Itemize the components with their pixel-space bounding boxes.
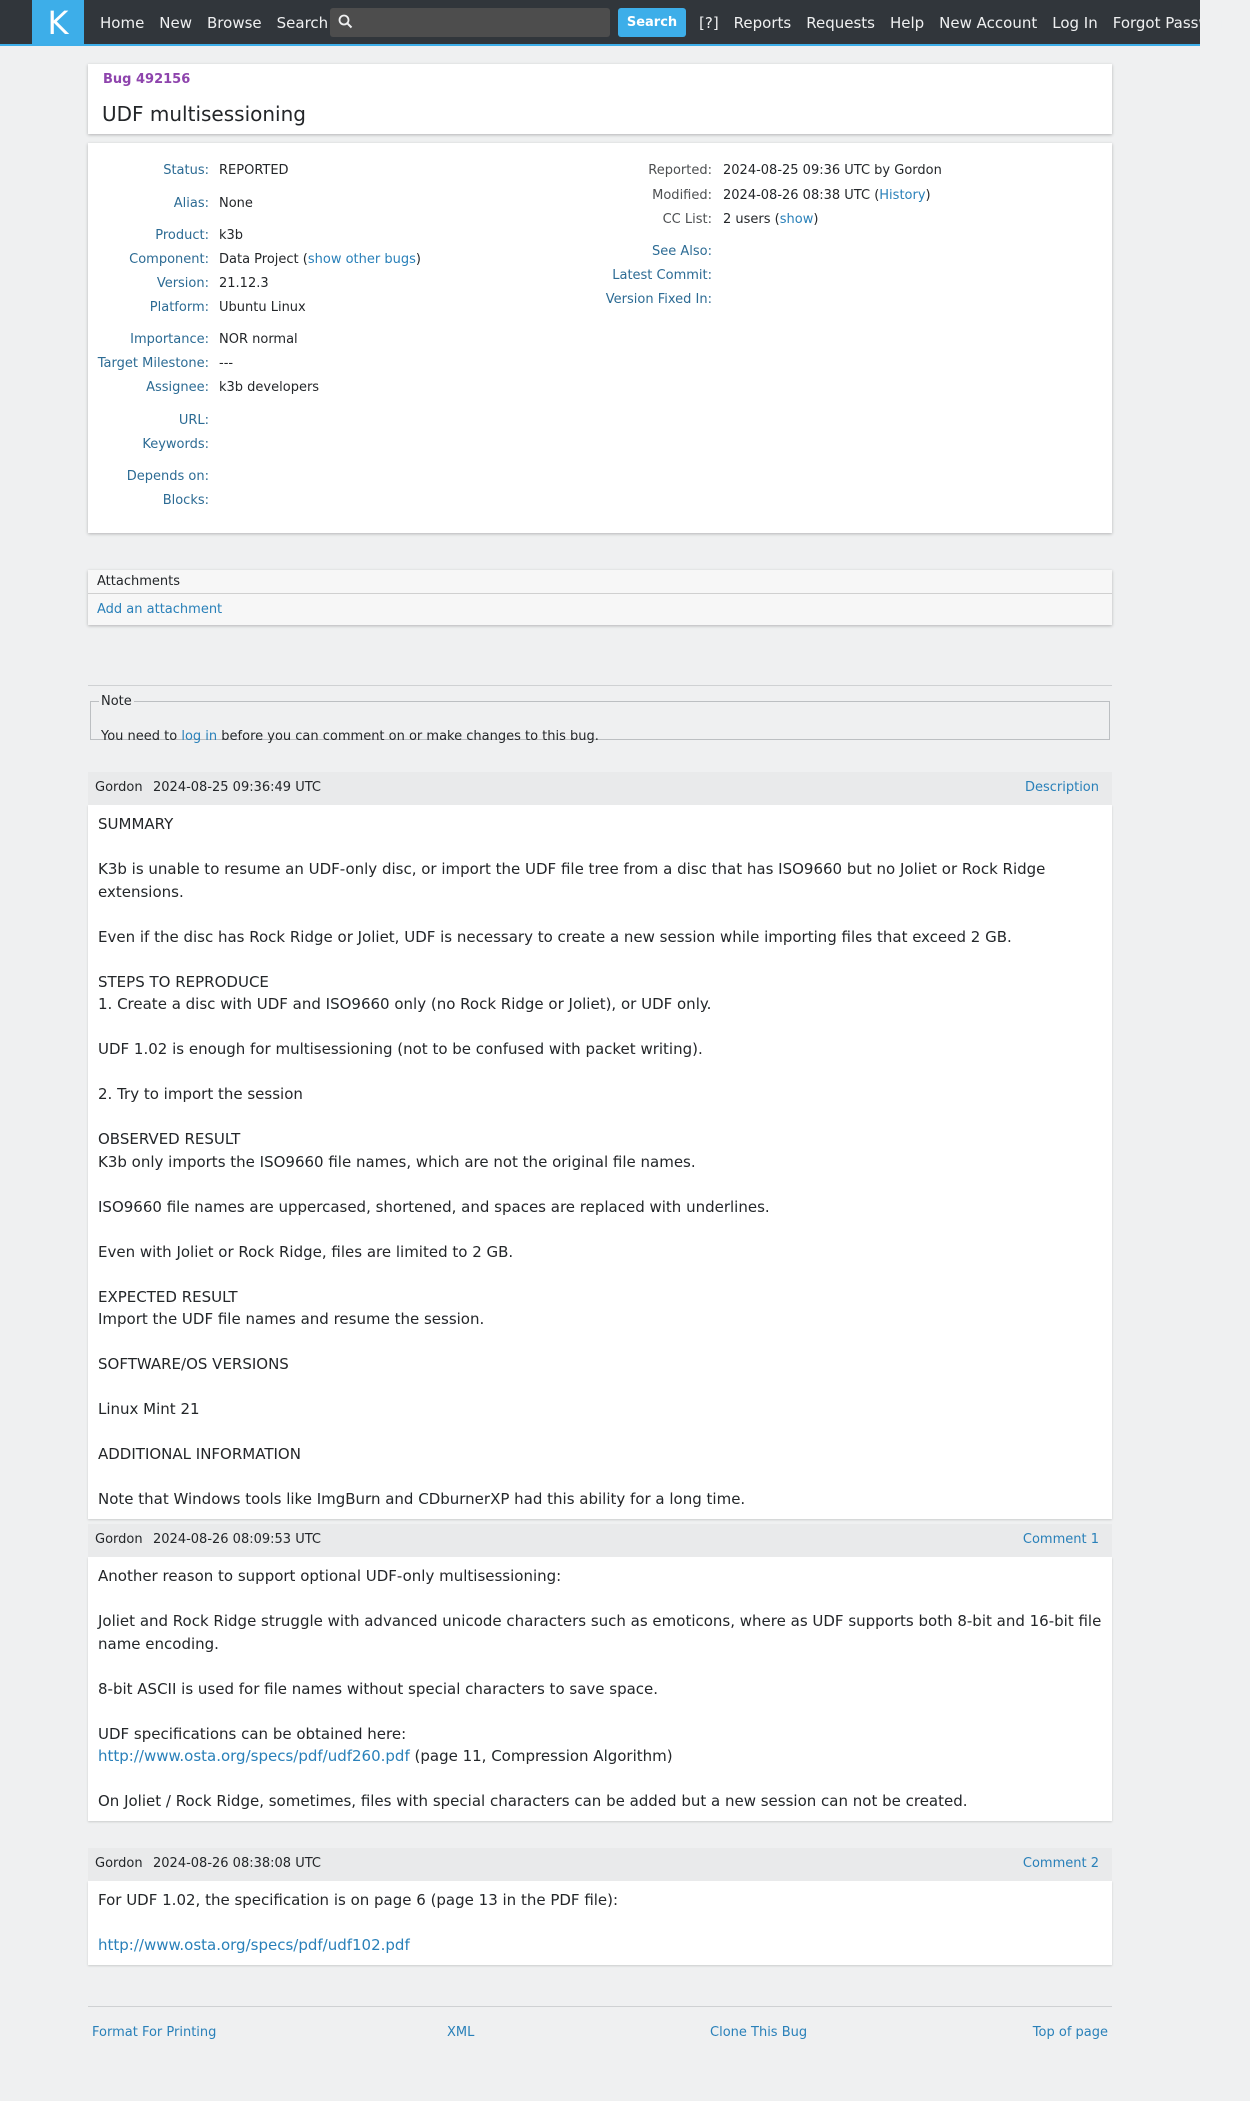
comment-body: [88, 1881, 1112, 1965]
url-suffix: (page 11, Compression Algorithm): [409, 1747, 673, 1765]
blank-line: [98, 836, 1102, 859]
nav-requests-link[interactable]: Requests: [806, 14, 875, 32]
comment-text-line: UDF specifications can be obtained here:: [98, 1724, 407, 1743]
platform-value: Ubuntu Linux: [219, 300, 306, 315]
blank-line: [98, 1768, 1102, 1791]
comment-author[interactable]: Gordon: [95, 1856, 143, 1871]
importance-value: NOR normal: [219, 332, 298, 347]
comment-body: [88, 1557, 1112, 1821]
version-fixed-in-label[interactable]: Version Fixed In:: [605, 292, 712, 307]
comment-text-line: UDF 1.02 is enough for multisessioning (not to be confused with packet writing).: [98, 1040, 703, 1058]
field-modified: [600, 188, 1100, 206]
comment-time: 2024-08-25 09:36:49 UTC: [153, 780, 321, 795]
version-value: 21.12.3: [219, 276, 269, 291]
blank-line: [98, 1173, 1102, 1196]
comment-1-link[interactable]: Comment 1: [1022, 1532, 1099, 1547]
platform-label[interactable]: Platform:: [149, 300, 209, 315]
bug-fields-card: [88, 143, 1112, 533]
comment-text-line: 8-bit ASCII is used for file names without special characters to save space.: [98, 1679, 659, 1698]
search-button[interactable]: Search: [618, 8, 686, 37]
top-navigation-bar: [0, 0, 1236, 46]
comment-text-line: K3b only imports the ISO9660 file names, which are not the original file names.: [98, 1152, 696, 1171]
history-link[interactable]: History: [879, 188, 926, 203]
cc-list-value: 2 users (show): [723, 212, 819, 227]
comment-text-line: 2. Try to import the session: [98, 1085, 303, 1103]
field-cc-list: [600, 212, 1100, 230]
blank-line: [98, 1016, 1102, 1039]
comment-text-line: SOFTWARE/OS VERSIONS: [98, 1355, 289, 1373]
comment-text-line: Import the UDF file names and resume the session.: [98, 1310, 485, 1328]
field-latest-commit: [600, 268, 1100, 286]
comment-text-line: For UDF 1.02, the specification is on page 6 (page 13 in the PDF file):: [98, 1891, 619, 1909]
bug-id-link[interactable]: Bug 492156: [103, 72, 191, 87]
blank-line: [98, 1912, 1102, 1935]
blank-line: [98, 1466, 1102, 1489]
comment-text-line: Even with Joliet or Rock Ridge, files are limited to 2 GB.: [98, 1242, 514, 1261]
divider: [88, 685, 1112, 686]
alias-label[interactable]: Alias:: [173, 196, 209, 211]
nav-new-link[interactable]: New: [159, 14, 193, 32]
blocks-label[interactable]: Blocks:: [162, 493, 209, 508]
comment-time: 2024-08-26 08:38:08 UTC: [153, 1856, 321, 1871]
comment-time: 2024-08-26 08:09:53 UTC: [153, 1532, 321, 1547]
comment-2-link[interactable]: Comment 2: [1022, 1856, 1099, 1871]
product-label[interactable]: Product:: [155, 228, 209, 243]
comment-text-line: ADDITIONAL INFORMATION: [98, 1445, 301, 1463]
bug-title: UDF multisessioning: [102, 102, 306, 126]
comment-text-line: On Joliet / Rock Ridge, sometimes, files with special characters can be added but a new session can not be created.: [98, 1792, 968, 1810]
attachments-header: Attachments: [88, 570, 1112, 594]
blank-line: [98, 903, 1102, 926]
target-milestone-label[interactable]: Target Milestone:: [97, 356, 209, 371]
clone-bug-link[interactable]: Clone This Bug: [710, 2025, 808, 2040]
keywords-label[interactable]: Keywords:: [142, 437, 209, 452]
comment-text-line: K3b is unable to resume an UDF-only disc, or import the UDF file tree from a disc that has ISO9660 but no Joliet or Rock Ridge extensions.: [98, 860, 1051, 901]
comment-url-line: [98, 1745, 1102, 1768]
blank-line: [98, 948, 1102, 971]
nav-help-link[interactable]: Help: [889, 14, 925, 32]
assignee-label[interactable]: Assignee:: [146, 380, 209, 395]
comment-text-line: Note that Windows tools like ImgBurn and CDburnerXP had this ability for a long time.: [98, 1490, 746, 1508]
latest-commit-label[interactable]: Latest Commit:: [612, 268, 712, 283]
depends-on-label[interactable]: Depends on:: [126, 469, 209, 484]
comment-author[interactable]: Gordon: [95, 1532, 143, 1547]
note-text: You need to log in before you can comment on or make changes to this bug.: [101, 729, 599, 744]
comment-header: [88, 1848, 1112, 1881]
nav-browse-link[interactable]: Browse: [207, 14, 262, 32]
nav-new-account-link[interactable]: New Account: [939, 14, 1038, 32]
version-label[interactable]: Version:: [156, 276, 209, 291]
comment-text-line: SUMMARY: [98, 815, 174, 833]
target-milestone-value: ---: [219, 356, 234, 371]
nav-log-in-link[interactable]: Log In: [1052, 14, 1098, 32]
blank-line: [98, 1588, 1102, 1611]
quicksearch-input[interactable]: [330, 8, 610, 37]
blank-line: [98, 1218, 1102, 1241]
blank-line: [98, 1376, 1102, 1399]
comment-url-line: [98, 1934, 1102, 1957]
field-version-fixed-in: [600, 292, 1100, 310]
comment-text-line: ISO9660 file names are uppercased, shortened, and spaces are replaced with underlines.: [98, 1197, 770, 1216]
modified-label: Modified:: [652, 188, 712, 203]
comment-text-line: EXPECTED RESULT: [98, 1287, 238, 1306]
see-also-label[interactable]: See Also:: [652, 244, 712, 259]
alias-value: None: [219, 196, 253, 211]
bug-title-card: [88, 64, 1112, 134]
footer-divider: [88, 2006, 1112, 2007]
field-see-also: [600, 244, 1100, 262]
attachments-panel: [88, 570, 1112, 625]
comment-text-line: 1. Create a disc with UDF and ISO9660 only (no Rock Ridge or Joliet), or UDF only.: [98, 995, 712, 1013]
search-icon: [337, 13, 355, 31]
nav-forgot-password-link[interactable]: Forgot Password: [1112, 14, 1236, 32]
nav-home-link[interactable]: Home: [100, 14, 145, 32]
comment-text-line: Linux Mint 21: [98, 1400, 200, 1418]
blank-line: [98, 1106, 1102, 1129]
show-other-bugs-link[interactable]: show other bugs: [307, 252, 416, 267]
comment-body: [88, 805, 1112, 1519]
blank-line: [98, 1700, 1102, 1723]
component-value: Data Project (show other bugs): [219, 252, 421, 267]
comment-text-line: Another reason to support optional UDF-only multisessioning:: [98, 1567, 562, 1585]
modified-value: 2024-08-26 08:38 UTC (History): [723, 188, 931, 203]
importance-label[interactable]: Importance:: [130, 332, 209, 347]
cc-show-link[interactable]: show: [779, 212, 814, 227]
blank-line: [98, 1331, 1102, 1354]
status-label[interactable]: Status:: [163, 163, 209, 178]
product-value: k3b: [219, 228, 244, 243]
comment-text-line: Joliet and Rock Ridge struggle with advanced unicode characters such as emoticons, where as UDF supports both 8-bit and 16-bit file name encoding.: [98, 1612, 1107, 1653]
comment-text-line: OBSERVED RESULT: [98, 1130, 241, 1148]
blank-line: [98, 1061, 1102, 1084]
reported-label: Reported:: [648, 163, 712, 178]
log-in-link[interactable]: log in: [181, 729, 218, 744]
add-attachment-link[interactable]: Add an attachment: [97, 602, 223, 617]
nav-reports-link[interactable]: Reports: [733, 14, 792, 32]
comment-header: [88, 772, 1112, 805]
footer-links: [88, 2025, 1112, 2055]
comment-text-line: Even if the disc has Rock Ridge or Joliet, UDF is necessary to create a new session while importing files that exceed 2 GB.: [98, 927, 1012, 946]
blank-line: [98, 1263, 1102, 1286]
comment-author[interactable]: Gordon: [95, 780, 143, 795]
spec-pdf-link[interactable]: http://www.osta.org/specs/pdf/udf260.pdf: [98, 1747, 410, 1765]
cc-list-label: CC List:: [662, 212, 712, 227]
comment-description: [88, 772, 1112, 1519]
component-label[interactable]: Component:: [129, 252, 209, 267]
comment-2: [88, 1848, 1112, 1965]
comment-header: [88, 1524, 1112, 1557]
nav-right: [699, 0, 1250, 46]
blank-line: [98, 1655, 1102, 1678]
assignee-value: k3b developers: [219, 380, 320, 395]
blank-line: [98, 1421, 1102, 1444]
comment-text-line: STEPS TO REPRODUCE: [98, 972, 269, 991]
url-label[interactable]: URL:: [178, 413, 209, 428]
nav-help-bracket-link[interactable]: [?]: [699, 14, 719, 32]
description-link[interactable]: Description: [1024, 780, 1099, 795]
login-note: [90, 694, 1110, 744]
comment-1: [88, 1524, 1112, 1821]
spec-pdf-link[interactable]: http://www.osta.org/specs/pdf/udf102.pdf: [98, 1936, 410, 1954]
note-legend: Note: [101, 694, 132, 709]
xml-link[interactable]: XML: [447, 2025, 475, 2040]
nav-left: [100, 0, 343, 46]
kde-logo[interactable]: K: [32, 0, 84, 46]
field-reported: [600, 163, 1100, 181]
nav-search-link[interactable]: Search: [276, 14, 329, 32]
top-of-page-link[interactable]: Top of page: [1032, 2025, 1108, 2040]
status-value: REPORTED: [219, 163, 289, 178]
format-for-printing-link[interactable]: Format For Printing: [92, 2025, 217, 2040]
reported-value: 2024-08-25 09:36 UTC by Gordon: [723, 163, 942, 178]
